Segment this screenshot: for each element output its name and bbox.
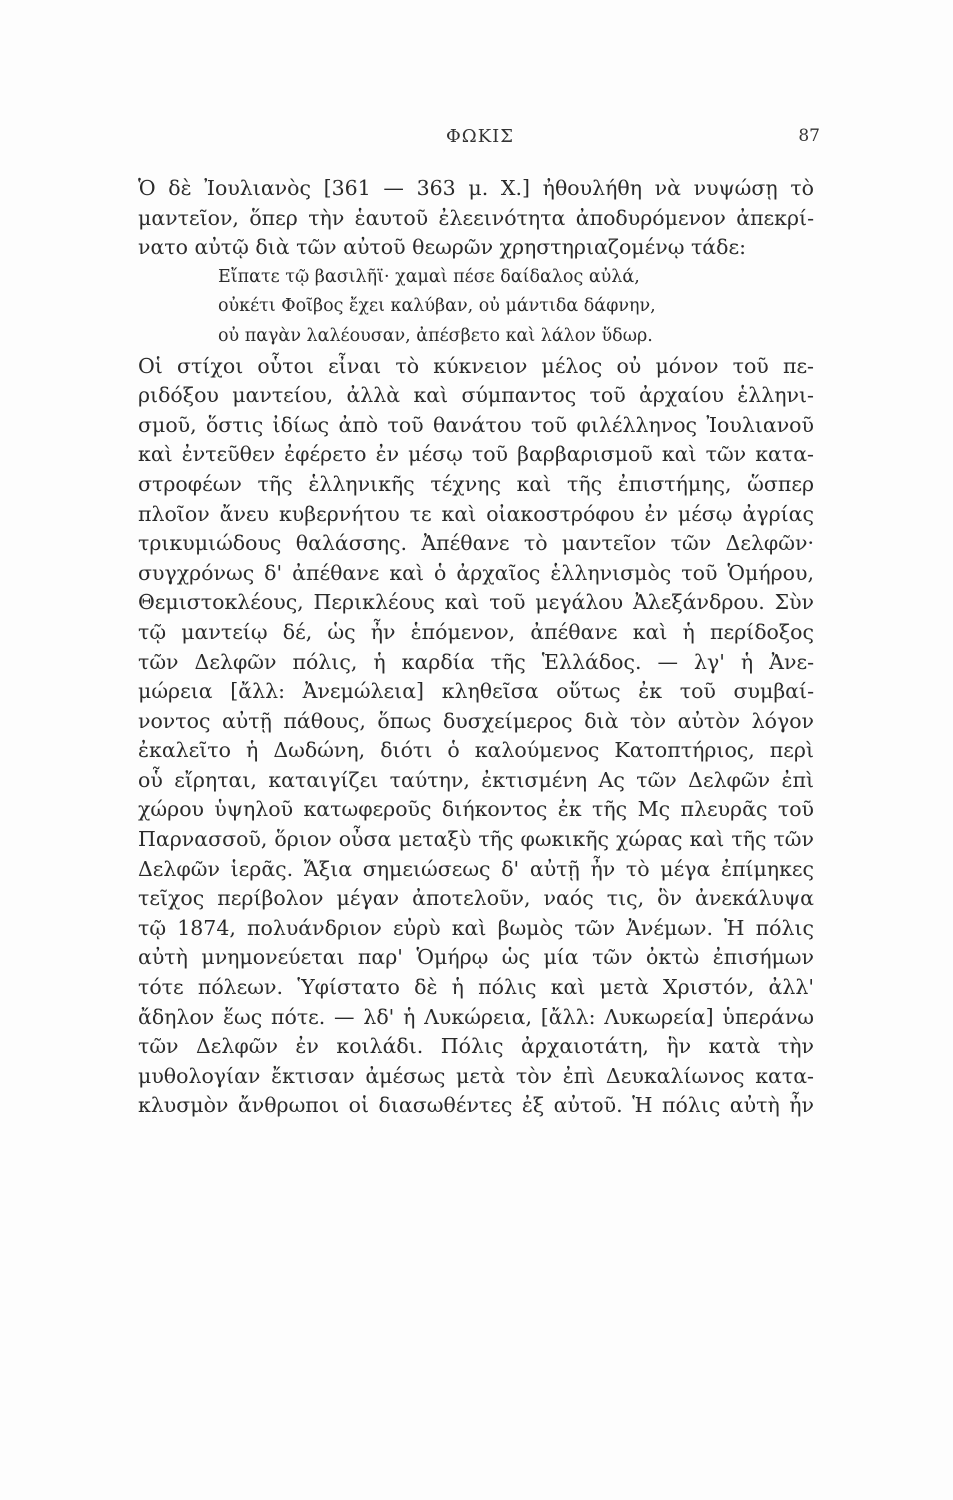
text-line: ριδόξου μαντείου, ἀλλὰ καὶ σύμπαντος τοῦ ἀρχαίου ἑλληνι- [138,383,814,408]
text-line: ἐκαλεῖτο ἡ Δωδώνη, διότι ὁ καλούμενος Κατοπτήριος, περὶ [138,738,814,763]
text-line: τῷ 1874, πολυάνδριον εὐρὺ καὶ βωμὸς τῶν Ἀνέμων. Ἡ πόλις [138,915,814,940]
text-line: τεῖχος περίβολον μέγαν ἀποτελοῦν, ναός τις, ὃν ἀνεκάλυψα [138,886,814,911]
text-line: νοντος αὐτῇ πάθους, ὅπως δυσχείμερος διὰ τὸν αὐτὸν λόγον [138,708,814,733]
text-line: Ὁ δὲ Ἰουλιανὸς [361 — 363 μ. Χ.] ἠθουλήθη νὰ νυψώσῃ τὸ [138,176,814,200]
text-line: τρικυμιώδους θαλάσσης. Ἀπέθανε τὸ μαντεῖον τῶν Δελφῶν· [138,531,814,556]
verse-line: οὐκέτι Φοῖβος ἔχει καλύβαν, οὐ μάντιδα δάφνην, [218,296,656,317]
running-title: ΦΩΚΙΣ [446,126,514,147]
text-line: Οἱ στίχοι οὗτοι εἶναι τὸ κύκνειον μέλος οὐ μόνον τοῦ πε- [138,353,814,378]
text-line: τότε πόλεων. Ὑφίστατο δὲ ἡ πόλις καὶ μετὰ Χριστόν, ἀλλ' [138,975,814,1000]
paragraph-2 [138,352,814,1121]
text-line: τῶν Δελφῶν πόλις, ἡ καρδία τῆς Ἑλλάδος. — λγ' ἡ Ἀνε- [138,649,814,674]
text-line: αὐτὴ μνημονεύεται παρ' Ὁμήρῳ ὡς μία τῶν ὀκτὼ ἐπισήμων [138,945,814,970]
text-line: Παρνασσοῦ, ὅριον οὖσα μεταξὺ τῆς φωκικῆς χώρας καὶ τῆς τῶν [138,827,814,852]
page-number: 87 [798,126,820,146]
text-line: σμοῦ, ὅστις ἰδίως ἀπὸ τοῦ θανάτου τοῦ φιλέλληνος Ἰουλιανοῦ [138,412,814,437]
text-line: μώρεια [ἄλλ: Ἀνεμώλεια] κληθεῖσα οὕτως ἐκ τοῦ συμβαί- [138,679,814,704]
text-line: ἄδηλον ἕως πότε. — λδ' ἡ Λυκώρεια, [ἄλλ: Λυκωρεία] ὑπεράνω [138,1004,814,1029]
text-line: Δελφῶν ἱερᾶς. Ἄξια σημειώσεως δ' αὐτῇ ἦν τὸ μέγα ἐπίμηκες [138,856,814,881]
text-line: οὗ εἴρηται, καταιγίζει ταύτην, ἐκτισμένη Ας τῶν Δελφῶν ἐπὶ [138,767,814,792]
text-line: χώρου ὑψηλοῦ κατωφεροῦς διήκοντος ἐκ τῆς Μς πλευρᾶς τοῦ [138,797,814,822]
text-line: Θεμιστοκλέους, Περικλέους καὶ τοῦ μεγάλου Ἀλεξάνδρου. Σὺν [138,590,814,615]
text-line: μαντεῖον, ὅπερ τὴν ἑαυτοῦ ἐλεεινότητα ἀποδυρόμενον ἀπεκρί- [138,205,814,230]
paragraph-1 [138,174,814,263]
verse-line: Εἴπατε τῷ βασιλῆϊ· χαμαὶ πέσε δαίδαλος αὐλά, [218,266,640,287]
text-line: τῶν Δελφῶν ἐν κοιλάδι. Πόλις ἀρχαιοτάτη, ἣν κατὰ τὴν [138,1034,814,1059]
text-line: πλοῖον ἄνευ κυβερνήτου τε καὶ οἰακοστρόφου ἐν μέσῳ ἀγρίας [138,501,814,526]
running-head [140,126,820,156]
text-line: τῷ μαντείῳ δέ, ὡς ἦν ἑπόμενον, ἀπέθανε καὶ ἡ περίδοξος [138,619,814,644]
body-text [138,174,814,1121]
text-line: συγχρόνως δ' ἀπέθανε καὶ ὁ ἀρχαῖος ἑλληνισμὸς τοῦ Ὁμήρου, [138,560,814,585]
verse-line: οὐ παγὰν λαλέουσαν, ἀπέσβετο καὶ λάλον ὕδωρ. [218,325,653,346]
text-line: νατο αὐτῷ διὰ τῶν αὐτοῦ θεωρῶν χρηστηριαζομένῳ τάδε: [138,235,747,260]
text-line: στροφέων τῆς ἑλληνικῆς τέχνης καὶ τῆς ἐπιστήμης, ὥσπερ [138,471,814,496]
text-line: μυθολογίαν ἔκτισαν ἀμέσως μετὰ τὸν ἐπὶ Δευκαλίωνος κατα- [138,1063,814,1088]
text-line: κλυσμὸν ἄνθρωποι οἱ διασωθέντες ἐξ αὐτοῦ. Ἡ πόλις αὐτὴ ἦν [138,1093,814,1118]
oracle-verse [138,263,778,352]
text-line: καὶ ἐντεῦθεν ἐφέρετο ἐν μέσῳ τοῦ βαρβαρισμοῦ καὶ τῶν κατα- [138,442,814,467]
